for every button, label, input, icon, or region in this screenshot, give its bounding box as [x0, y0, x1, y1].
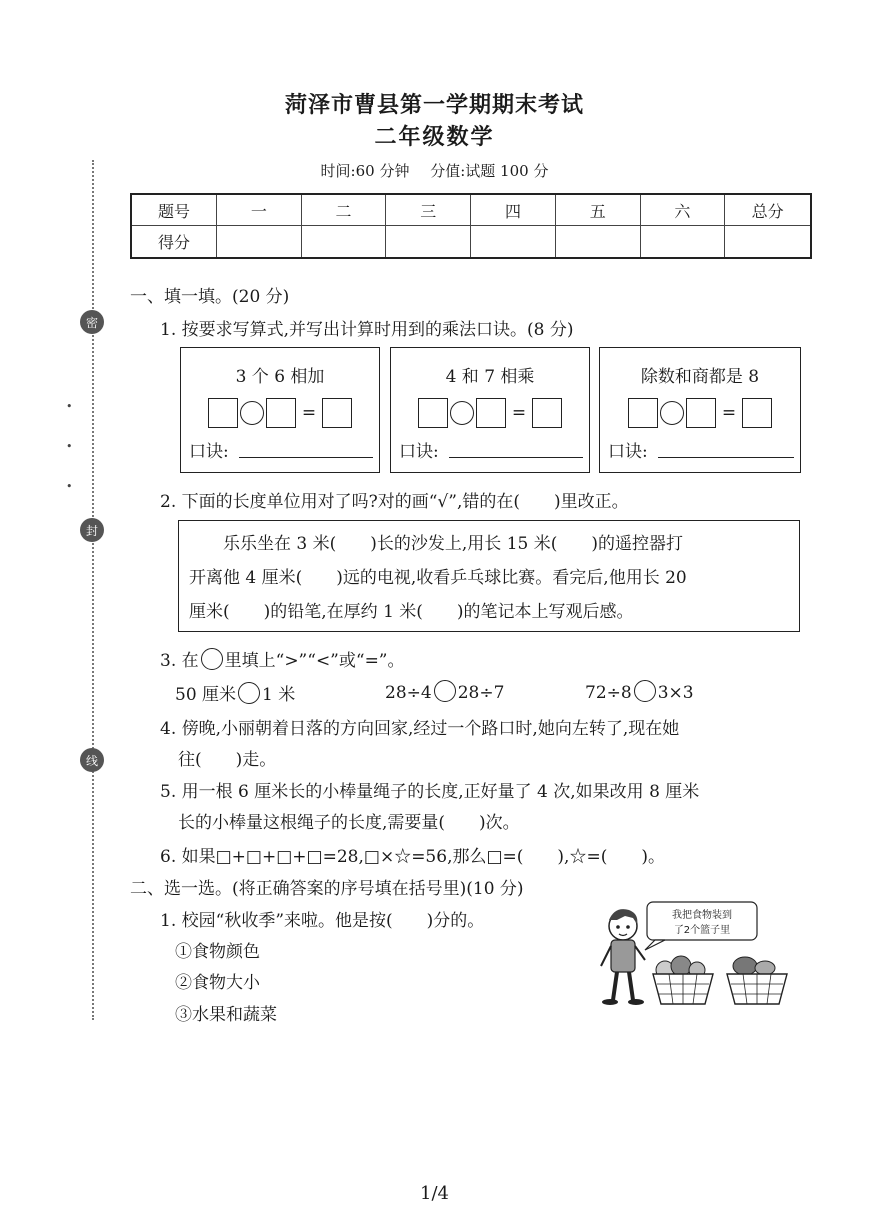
- operator-circle[interactable]: [240, 401, 264, 425]
- page-number: 1/4: [420, 1183, 449, 1204]
- equals-sign: =: [511, 403, 527, 423]
- margin-mark: •: [66, 400, 73, 413]
- passage-line: 乐乐坐在 3 米( )长的沙发上,用长 15 米( )的遥控器打: [223, 534, 683, 554]
- q1-2-passage: [178, 520, 800, 632]
- answer-square[interactable]: [742, 398, 772, 428]
- score-header-cell: 五: [556, 195, 641, 226]
- q1-4-line1: 4. 傍晚,小丽朝着日落的方向回家,经过一个路口时,她向左转了,现在她: [160, 719, 680, 739]
- operator-circle[interactable]: [450, 401, 474, 425]
- circle-icon: [201, 648, 223, 670]
- operator-circle[interactable]: [660, 401, 684, 425]
- compare-right: 28÷7: [457, 683, 505, 703]
- koujue-answer-line[interactable]: [449, 457, 583, 458]
- score-cell[interactable]: [217, 226, 302, 257]
- equation-blank: [600, 398, 800, 428]
- q1-5-line2: 长的小棒量这根绳子的长度,需要量( )次。: [178, 813, 520, 833]
- section-1-heading: 一、填一填。(20 分): [130, 287, 290, 307]
- q1-1-box: [599, 347, 801, 473]
- score-cell[interactable]: [556, 226, 641, 257]
- margin-mark: •: [66, 440, 73, 453]
- exam-title: 菏泽市曹县第一学期期末考试: [284, 92, 584, 118]
- margin-mark: •: [66, 480, 73, 493]
- equation-blank: [181, 398, 379, 428]
- score-cell[interactable]: [641, 226, 726, 257]
- koujue-label: 口诀:: [608, 442, 648, 462]
- q1-1-text: 1. 按要求写算式,并写出计算时用到的乘法口诀。(8 分): [160, 320, 574, 340]
- q1-1-box: [180, 347, 380, 473]
- q1-1-box: [390, 347, 590, 473]
- exam-meta: [0, 160, 869, 181]
- koujue-answer-line[interactable]: [239, 457, 373, 458]
- exam-subtitle: 二年级数学: [374, 124, 495, 150]
- koujue-label: 口诀:: [399, 442, 439, 462]
- seal-mi: 密: [80, 310, 104, 334]
- koujue-label: 口诀:: [189, 442, 229, 462]
- speech-line-2: 了2个篮子里: [673, 925, 731, 936]
- q1-4-line2: 往( )走。: [178, 750, 277, 770]
- compare-right: 1 米: [262, 685, 296, 705]
- compare-right: 3×3: [657, 683, 694, 703]
- seal-xian: 线: [80, 748, 104, 772]
- equals-sign: =: [301, 403, 317, 423]
- compare-circle[interactable]: [634, 680, 656, 702]
- box-caption: 4 和 7 相乘: [445, 367, 535, 387]
- compare-circle[interactable]: [238, 682, 260, 704]
- compare-item: [585, 680, 694, 703]
- compare-circle[interactable]: [434, 680, 456, 702]
- box-caption: 3 个 6 相加: [235, 367, 325, 387]
- compare-left: 50 厘米: [175, 685, 237, 705]
- score-header-cell: 四: [471, 195, 556, 226]
- box-caption: 除数和商都是 8: [640, 367, 760, 387]
- compare-left: 72÷8: [585, 683, 632, 703]
- answer-square[interactable]: [266, 398, 296, 428]
- option-item: ①食物颜色: [175, 942, 260, 962]
- answer-square[interactable]: [322, 398, 352, 428]
- section-2-heading: 二、选一选。(将正确答案的序号填在括号里)(10 分): [130, 879, 524, 899]
- q1-6-text: 6. 如果□+□+□+□=28,□×☆=56,那么□=( ),☆=( )。: [160, 847, 665, 867]
- boy-with-baskets-illustration: [595, 900, 795, 1010]
- seal-feng: 封: [80, 518, 104, 542]
- compare-left: 28÷4: [385, 683, 432, 703]
- answer-square[interactable]: [208, 398, 238, 428]
- answer-square[interactable]: [686, 398, 716, 428]
- score-cell[interactable]: [302, 226, 387, 257]
- score-cell[interactable]: [725, 226, 810, 257]
- speech-line-1: 我把食物装到: [672, 910, 732, 921]
- q2-1-text: 1. 校园“秋收季”来啦。他是按( )分的。: [160, 911, 485, 931]
- score-table: [130, 193, 812, 259]
- q1-3-text: [160, 646, 405, 671]
- answer-square[interactable]: [476, 398, 506, 428]
- compare-item: [385, 680, 504, 703]
- binding-line: [92, 160, 94, 1020]
- boy-baskets-icon: [595, 900, 795, 1010]
- score-header-cell: 三: [386, 195, 471, 226]
- score-header-cell: 一: [217, 195, 302, 226]
- q1-3-text-b: 里填上“>”“<”或“=”。: [224, 651, 405, 671]
- score-header-cell: 二: [302, 195, 387, 226]
- score-cell[interactable]: [386, 226, 471, 257]
- equals-sign: =: [721, 403, 737, 423]
- score-header-cell: 总分: [725, 195, 810, 226]
- koujue-answer-line[interactable]: [658, 457, 794, 458]
- exam-score: 分值:试题 100 分: [430, 162, 549, 180]
- q1-2-text: 2. 下面的长度单位用对了吗?对的画“√”,错的在( )里改正。: [160, 492, 629, 512]
- score-header-cell: 六: [641, 195, 726, 226]
- score-cell[interactable]: [471, 226, 556, 257]
- option-item: ②食物大小: [175, 973, 260, 993]
- passage-line: 厘米( )的铅笔,在厚约 1 米( )的笔记本上写观后感。: [189, 602, 634, 622]
- q1-5-line1: 5. 用一根 6 厘米长的小棒量绳子的长度,正好量了 4 次,如果改用 8 厘米: [160, 782, 700, 802]
- answer-square[interactable]: [418, 398, 448, 428]
- equation-blank: [391, 398, 589, 428]
- q1-3-text-a: 3. 在: [160, 651, 199, 671]
- compare-item: [175, 680, 295, 705]
- passage-line: 开离他 4 厘米( )远的电视,收看乒乓球比赛。看完后,他用长 20: [189, 568, 687, 588]
- option-item: ③水果和蔬菜: [175, 1005, 277, 1025]
- score-header-cell: 题号: [132, 195, 217, 226]
- score-row-label: 得分: [132, 226, 217, 257]
- exam-time: 时间:60 分钟: [320, 162, 410, 180]
- answer-square[interactable]: [628, 398, 658, 428]
- answer-square[interactable]: [532, 398, 562, 428]
